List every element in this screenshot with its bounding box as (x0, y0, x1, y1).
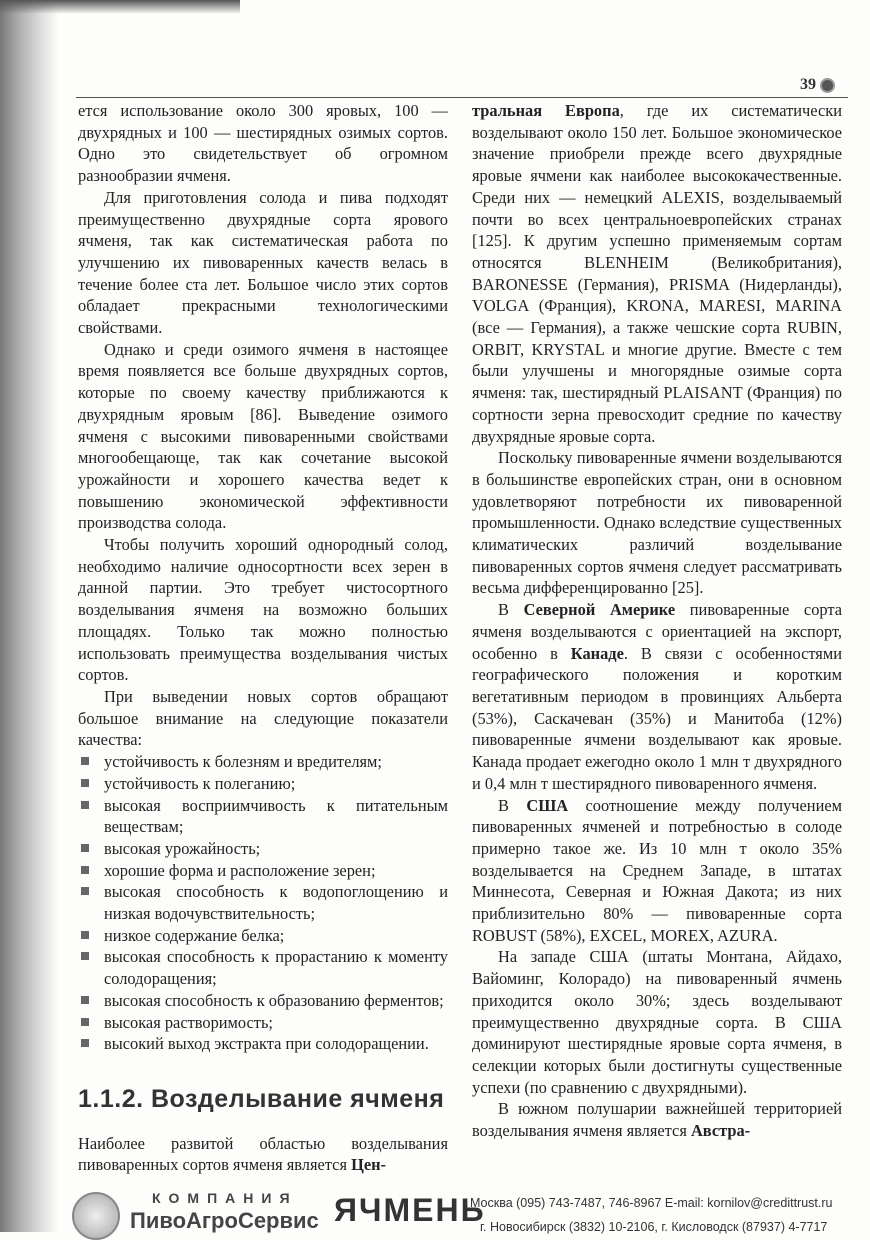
square-bullet-icon (81, 887, 89, 895)
header-rule (76, 97, 848, 98)
paragraph: Поскольку пивоваренные ячмени возделываются в большинстве европейских стран, они в основном удовлетворяют потребности их пивоваренной промышленности. Однако вследствие существенных климатических различий возделывание пивоваренных сортов ячменя следует рассматривать весьма дифференцированно [25]. (472, 448, 842, 598)
square-bullet-icon (81, 952, 89, 960)
paragraph: При выведении новых сортов обращают большое внимание на следующие показатели качества: (78, 686, 448, 750)
paragraph: ется использование около 300 яровых, 100 — двухрядных и 100 — шестирядных озимых сортов. Одно это свидетельствует об огромном разнообразии ячменя. (78, 101, 448, 186)
list-item: высокая способность к образованию ферментов; (78, 990, 448, 1012)
contact-line: г. Новосибирск (3832) 10-2106, г. Кисловодск (87937) 4-7717 (480, 1220, 828, 1234)
advertisement-footer (62, 1182, 870, 1232)
right-column (472, 100, 842, 1142)
square-bullet-icon (81, 757, 89, 765)
list-item: хорошие форма и расположение зерен; (78, 860, 448, 882)
left-column (78, 100, 448, 1176)
book-spine-shadow (0, 0, 58, 1232)
page-number (800, 76, 835, 94)
square-bullet-icon (81, 996, 89, 1004)
page-number-text: 39 (800, 76, 816, 93)
list-item: высокий выход экстракта при солодоращении. (78, 1033, 448, 1055)
paragraph: Для приготовления солода и пива подходят преимущественно двухрядные сорта ярового ячменя, так как систематическая работа по улучшению их пивоваренных качеств велась в течение более ста лет. Большое число этих сортов обладает прекрасными технологическими свойствами. (78, 187, 448, 338)
paragraph: Наиболее развитой областью возделывания пивоваренных сортов ячменя является Цен- (78, 1133, 448, 1175)
square-bullet-icon (81, 844, 89, 852)
list-item: высокая растворимость; (78, 1012, 448, 1034)
brand-name: ПивоАгроСервис (130, 1208, 319, 1233)
square-bullet-icon (81, 801, 89, 809)
paragraph: В Северной Америке пивоваренные сорта ячменя возделываются с ориентацией на экспорт, особенно в Канаде. В связи с особенностями географического положения и коротким вегетативным периодом в провинциях Альберта (53%), Саскачеван (35%) и Манитоба (12%) пивоваренные ячмени возделывают как яровые. Канада продает ежегодно около 1 млн т двухрядного и 0,4 млн т шестирядного пивоваренного ячменя. (472, 600, 843, 793)
list-item: устойчивость к полеганию; (78, 773, 448, 795)
paragraph: На западе США (штаты Монтана, Айдахо, Вайоминг, Колорадо) на пивоваренный ячмень приходится около 30%; здесь возделывают преимущественно двухрядные сорта. В США доминируют шестирядные яровые сорта ячменя, в селекции которых были достигнуты существенные успехи (по сравнению с двухрядными). (472, 947, 842, 1097)
paragraph: тральная Европа, где их систематически возделывают около 150 лет. Большое экономическое значение приобрели прежде всего двухрядные яровые ячмени как наиболее высококачественные. Среди них — немецкий ALEXIS, возделываемый почти во всех центральноевропейских странах [125]. К другим успешно применяемым сортам относятся BLENHEIM (Великобритания), BARONESSE (Германия), PRISMA (Нидерланды), VOLGA (Франция), KRONA, MARESI, MARINA (все — Германия), а также чешские сорта RUBIN, ORBIT, KRYSTAL и многие другие. Вместе с тем были улучшены и многорядные озимые сорта ячменя: так, шестирядный PLAISANT (Франция) по сортности зерна превосходит средние по качеству двухрядные яровые сорта. (472, 101, 842, 446)
list-item: устойчивость к болезням и вредителям; (78, 751, 448, 773)
list-item: высокая способность к водопоглощению и низкая водочувствительность; (78, 881, 448, 924)
paragraph: В США соотношение между получением пивоваренных ячменей и потребностью в солоде примерно такое же. Из 10 млн т около 35% возделывается на Среднем Западе, в штатах Миннесота, Северная и Южная Дакота; из них приблизительно 80% — пивоваренные сорта ROBUST (58%), EXCEL, MOREX, AZURA. (472, 795, 842, 945)
square-bullet-icon (81, 1018, 89, 1026)
product-name: ЯЧМЕНЬ (334, 1192, 486, 1228)
page-marker-icon (820, 78, 835, 93)
square-bullet-icon (81, 1039, 89, 1047)
contact-line: Москва (095) 743-7487, 746-8967 E-mail: kornilov@credittrust.ru (470, 1196, 833, 1210)
list-item: высокая восприимчивость к питательным веществам; (78, 795, 448, 838)
scan-edge-shadow (0, 0, 240, 14)
barley-emblem-icon (72, 1192, 120, 1240)
paragraph: Однако и среди озимого ячменя в настоящее время появляется все больше двухрядных сортов, которые по своему качеству приближаются к двухрядным яровым [86]. Выведение озимого ячменя с высокими пивоваренными свойствами многообещающе, так как сочетание высокой урожайности и хорошего качества ведет к повышению экономической эффективности производства солода. (78, 339, 448, 533)
company-label: КОМПАНИЯ (152, 1190, 298, 1206)
list-item: низкое содержание белка; (78, 925, 448, 947)
square-bullet-icon (81, 779, 89, 787)
square-bullet-icon (81, 866, 89, 874)
list-item: высокая урожайность; (78, 838, 448, 860)
square-bullet-icon (81, 931, 89, 939)
quality-list (78, 751, 448, 1055)
section-heading: 1.1.2. Возделывание ячменя (78, 1084, 445, 1113)
paragraph: В южном полушарии важнейшей территорией возделывания ячменя является Австра- (472, 1099, 842, 1141)
list-item: высокая способность к прорастанию к моменту солодоращения; (78, 946, 448, 989)
paragraph: Чтобы получить хороший однородный солод, необходимо наличие односортности всех зерен в данной партии. Это требует чистосортного возделывания ячменя на возможно больших площадях. Только так можно полностью использовать преимущества возделывания чистых сортов. (78, 535, 448, 685)
